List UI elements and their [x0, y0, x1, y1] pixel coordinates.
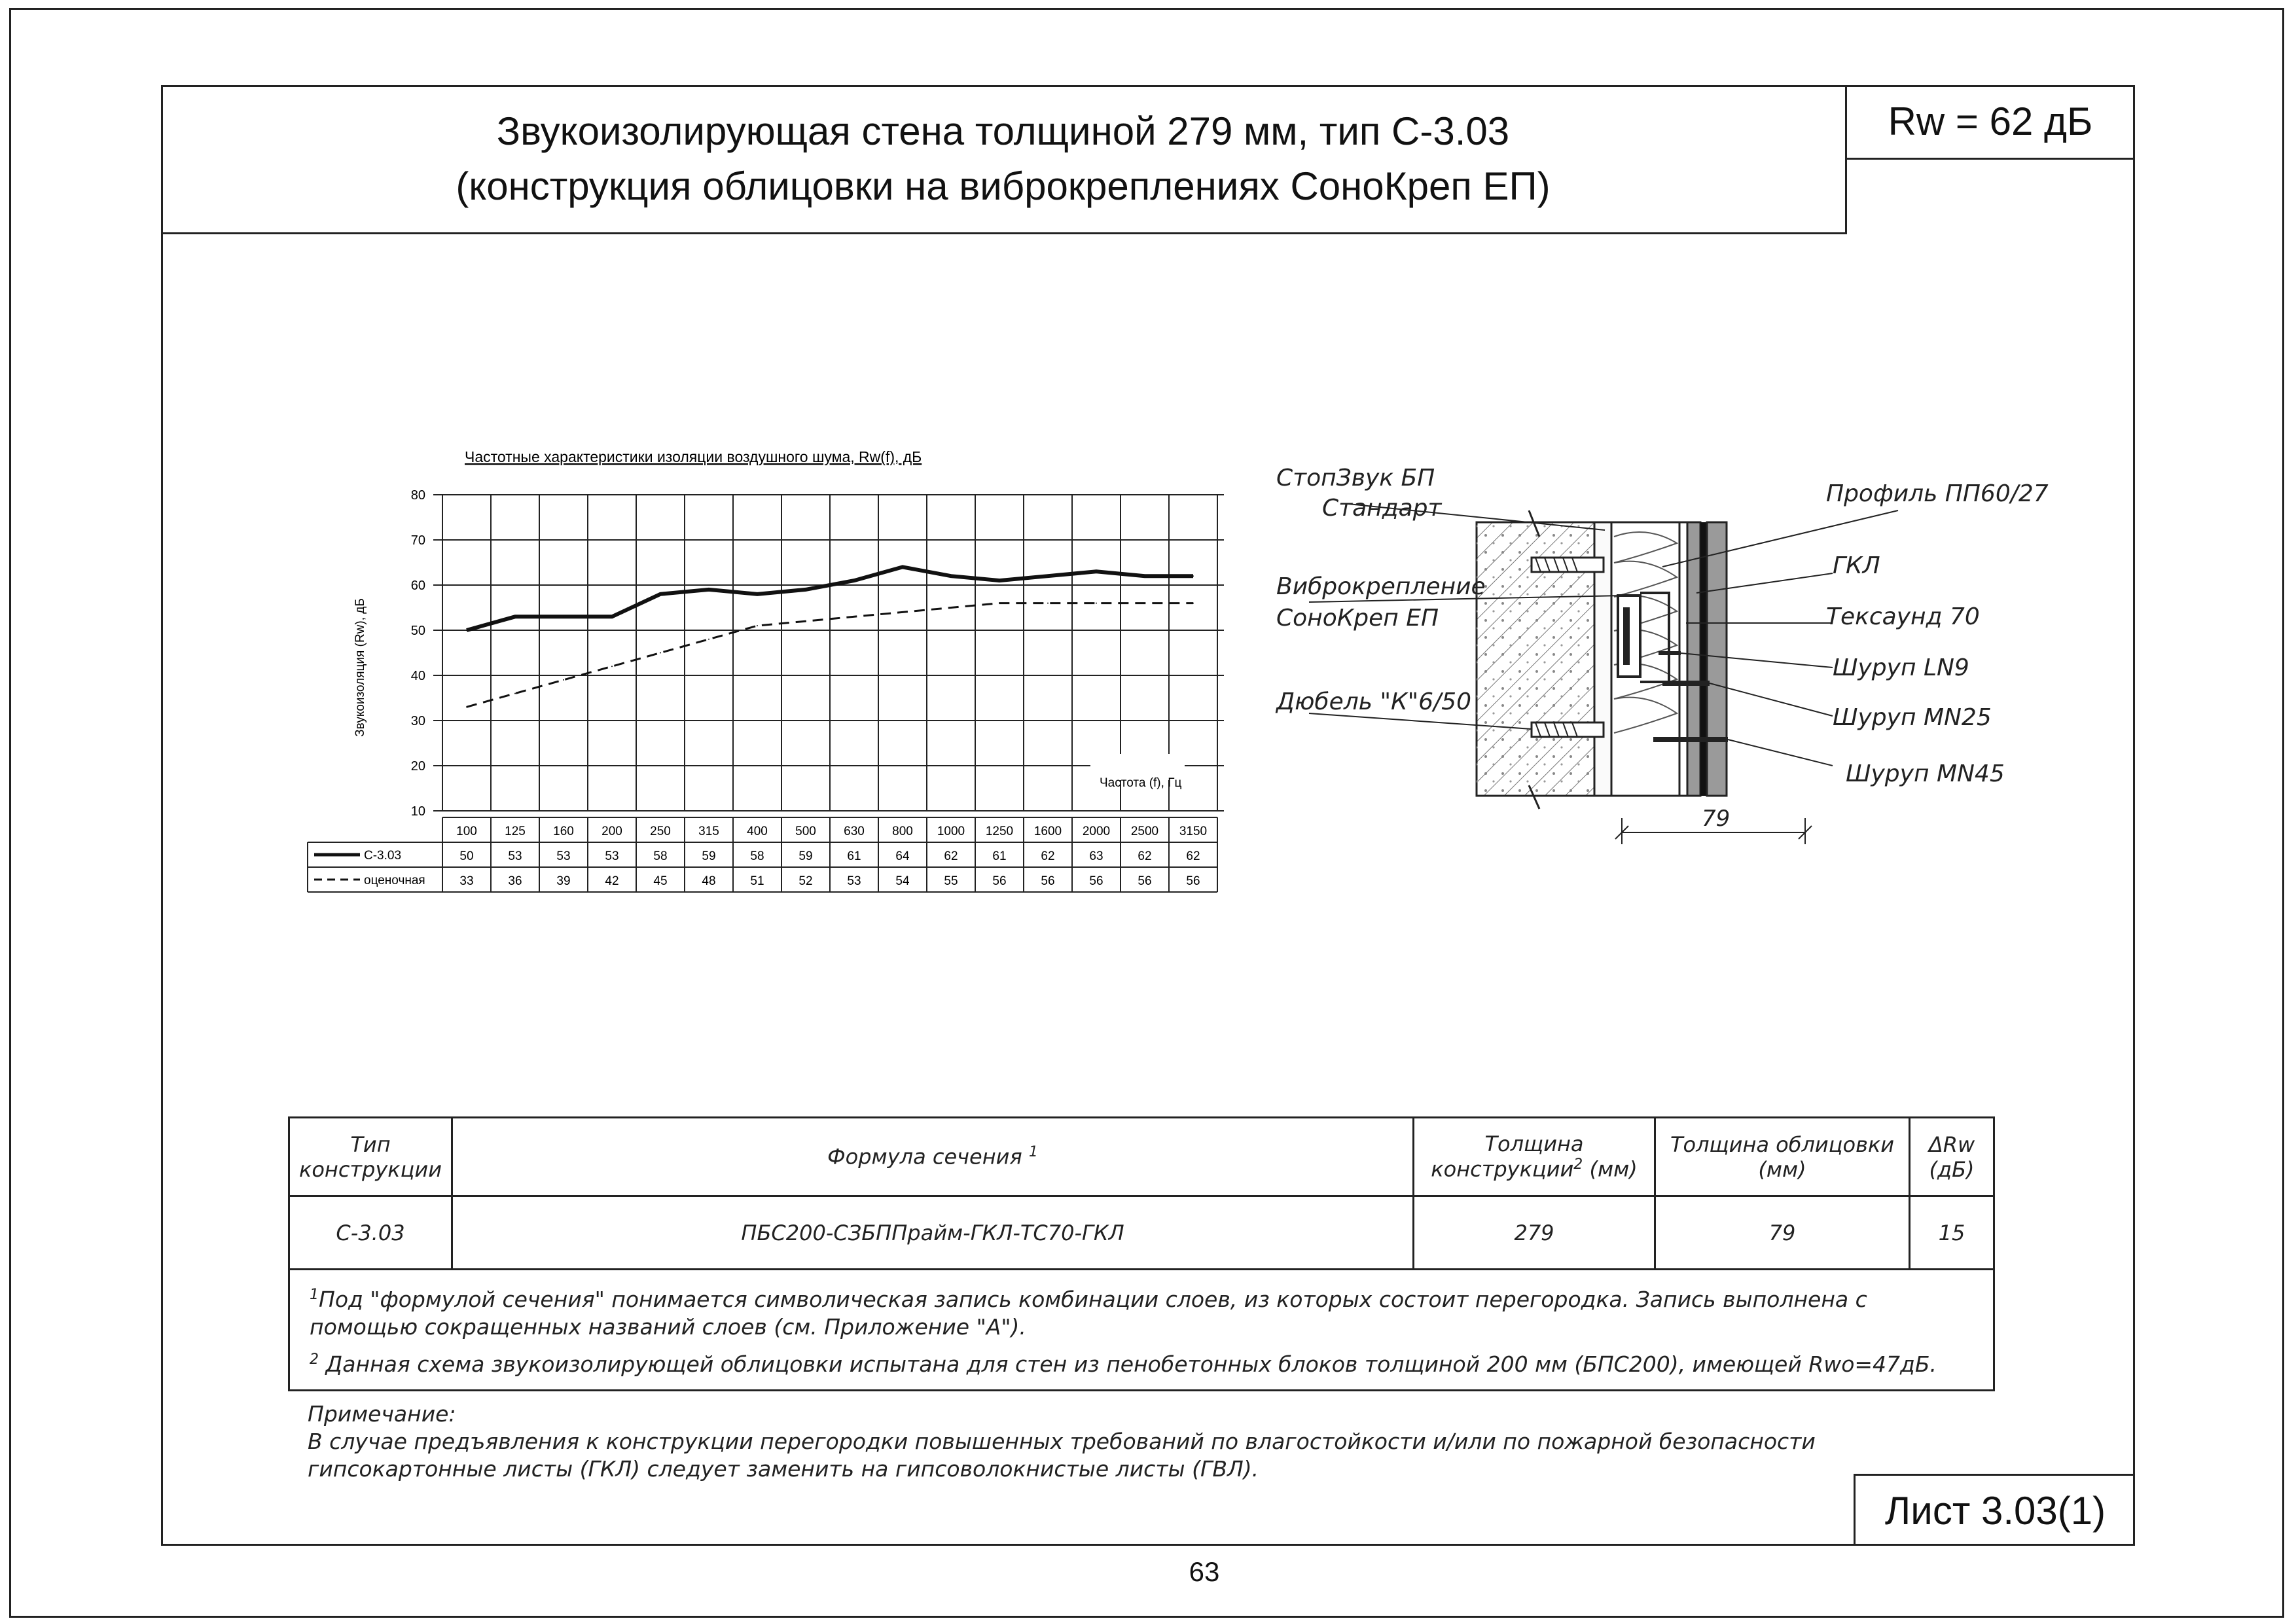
label-screw-mn25: Шуруп MN25: [1833, 704, 1992, 731]
dimension-value: 79: [1702, 806, 1731, 832]
data-label: 61: [847, 849, 861, 863]
data-label: 51: [750, 874, 764, 888]
x-tick-label: 1600: [1033, 825, 1062, 838]
data-point: [514, 616, 516, 617]
data-label: 53: [847, 874, 861, 888]
data-point: [1047, 575, 1049, 577]
frequency-chart: [288, 438, 1244, 897]
label-profile: Профиль ПП60/27: [1826, 480, 2049, 507]
y-tick-label: 40: [410, 669, 425, 683]
data-label: 48: [702, 874, 716, 888]
footnote-1: $^1$Под "формулой сечения" понимается символическая запись комбинации слоев, из которых состоит перегородка. Запись выполнена с помощью сокращенных названий слоев (см. Приложение "А").: [310, 1287, 1867, 1340]
data-label: 64: [895, 849, 910, 863]
x-tick-label: 630: [844, 825, 865, 838]
gkl-board-2: [1707, 522, 1727, 796]
data-label: 58: [750, 849, 764, 863]
data-label: 39: [556, 874, 571, 888]
data-label: 53: [556, 849, 571, 863]
data-label: 62: [1186, 849, 1200, 863]
x-tick-label: 2500: [1130, 825, 1159, 838]
header-type: Тип конструкции: [289, 1118, 452, 1196]
data-label: 53: [605, 849, 619, 863]
data-label: 53: [508, 849, 522, 863]
data-point: [805, 589, 806, 590]
spec-table: [288, 1116, 1995, 1270]
data-point: [1193, 575, 1194, 577]
chart-data-table: [308, 817, 1217, 892]
data-point: [708, 589, 709, 590]
data-point: [853, 616, 855, 617]
dowel-top: [1532, 558, 1604, 572]
label-vibro-2: СоноКреп ЕП: [1276, 605, 1439, 632]
data-point: [757, 625, 758, 626]
data-label: 52: [798, 874, 813, 888]
label-gkl: ГКЛ: [1833, 552, 1880, 579]
x-tick-label: 2000: [1082, 825, 1111, 838]
chart-title: Частотные характеристики изоляции воздушного шума, Rw(f), дБ: [465, 448, 922, 465]
cell-formula: ПБС200-СЗБППрайм-ГКЛ-ТС70-ГКЛ: [452, 1196, 1414, 1270]
data-point: [853, 580, 855, 581]
data-point: [999, 580, 1000, 581]
y-tick-label: 70: [410, 533, 425, 548]
page-number: 63: [1189, 1556, 1220, 1587]
data-point: [611, 616, 613, 617]
dowel-bottom: [1532, 722, 1604, 737]
x-tick-label: 315: [698, 825, 719, 838]
cell-thickness-cladding: 79: [1655, 1196, 1910, 1270]
data-label: 56: [1089, 874, 1103, 888]
data-point: [514, 693, 516, 694]
cell-thickness-construction: 279: [1414, 1196, 1655, 1270]
data-point: [1144, 603, 1145, 604]
x-tick-label: 3150: [1179, 825, 1208, 838]
x-tick-label: 125: [505, 825, 526, 838]
data-point: [1096, 571, 1097, 572]
x-tick-label: 100: [456, 825, 477, 838]
data-label: 56: [1186, 874, 1200, 888]
remark: [308, 1400, 1990, 1483]
y-tick-label: 60: [410, 579, 425, 593]
data-label: 56: [1041, 874, 1055, 888]
data-point: [466, 706, 467, 707]
title-line-1: Звукоизолирующая стена толщиной 279 мм, тип С-3.03: [496, 109, 1510, 153]
data-point: [805, 620, 806, 622]
data-label: 61: [992, 849, 1007, 863]
x-tick-label: 1000: [937, 825, 965, 838]
data-label: 55: [944, 874, 958, 888]
label-screw-mn45: Шуруп MN45: [1846, 760, 2005, 787]
x-tick-label: 400: [747, 825, 768, 838]
data-label: 50: [459, 849, 474, 863]
data-point: [1096, 603, 1097, 604]
label-vibro-1: Виброкрепление: [1276, 573, 1486, 600]
data-point: [950, 575, 952, 577]
legend-label: С-3.03: [364, 849, 402, 863]
data-label: 56: [1138, 874, 1152, 888]
data-label: 45: [653, 874, 668, 888]
label-screw-ln9: Шуруп LN9: [1833, 654, 1969, 681]
table-row: [289, 1196, 1994, 1270]
data-label: 33: [459, 874, 474, 888]
label-stopzvuk-1: СтопЗвук БП: [1276, 465, 1435, 491]
header-thickness-construction: Толщина конструкции$^2$ (мм): [1414, 1118, 1655, 1196]
legend-label: оценочная: [364, 874, 425, 887]
data-label: 56: [992, 874, 1007, 888]
data-point: [660, 652, 661, 654]
footnote-2: $^2$ Данная схема звукоизолирующей облицовки испытана для стен из пенобетонных блоков толщиной 200 мм (БПС200), имеющей Rwo=47дБ.: [310, 1351, 1937, 1377]
data-label: 63: [1089, 849, 1103, 863]
data-point: [563, 616, 564, 617]
label-dowel: Дюбель "К"6/50: [1276, 688, 1471, 715]
data-point: [950, 607, 952, 609]
data-point: [466, 630, 467, 631]
title-block: [161, 85, 1847, 234]
x-tick-label: 200: [601, 825, 622, 838]
data-label: 59: [798, 849, 813, 863]
x-tick-label: 800: [892, 825, 913, 838]
chart-xlabel: Частота (f), Гц: [1100, 776, 1182, 790]
texound-layer: [1679, 522, 1687, 796]
gkl-board-1: [1687, 522, 1700, 796]
data-label: 58: [653, 849, 668, 863]
data-point: [1144, 575, 1145, 577]
chart-y-ticks: [411, 488, 425, 819]
data-label: 36: [508, 874, 522, 888]
vibro-mount-core: [1623, 607, 1630, 665]
data-label: 54: [895, 874, 910, 888]
footnotes: [288, 1270, 1995, 1391]
remark-heading: Примечание:: [308, 1401, 456, 1427]
y-tick-label: 80: [410, 488, 425, 503]
y-tick-label: 20: [410, 759, 425, 774]
cell-delta-rw: 15: [1910, 1196, 1994, 1270]
data-label: 62: [1041, 849, 1055, 863]
data-point: [660, 594, 661, 595]
data-point: [563, 679, 564, 681]
data-point: [611, 666, 613, 667]
x-tick-label: 500: [795, 825, 816, 838]
chart-ylabel: Звукоизоляция (Rw), дБ: [353, 598, 367, 737]
header-formula: Формула сечения $^1$: [452, 1118, 1414, 1196]
data-label: 59: [702, 849, 716, 863]
data-point: [757, 594, 758, 595]
data-point: [902, 611, 903, 613]
sheet-number: Лист 3.03(1): [1854, 1474, 2135, 1546]
title-line-2: (конструкция облицовки на виброкреплениях СоноКреп ЕП): [456, 164, 1551, 208]
spec-table-header: [289, 1118, 1994, 1196]
header-delta-rw: ΔRw (дБ): [1910, 1118, 1994, 1196]
data-point: [999, 603, 1000, 604]
x-tick-label: 1250: [985, 825, 1014, 838]
data-label: 42: [605, 874, 619, 888]
x-tick-label: 160: [553, 825, 574, 838]
label-texound: Тексаунд 70: [1826, 603, 1980, 630]
remark-text: В случае предъявления к конструкции перегородки повышенных требований по влагостойкости и/или по пожарной безопасности гипсокартонные листы (ГКЛ) следует заменить на гипсоволокнистые листы (ГВЛ).: [308, 1429, 1816, 1482]
data-point: [708, 639, 709, 640]
data-point: [1193, 603, 1194, 604]
rating-box: Rw = 62 дБ: [1846, 85, 2135, 160]
data-point: [902, 566, 903, 567]
y-tick-label: 50: [410, 624, 425, 638]
data-point: [1047, 603, 1049, 604]
cell-type: С-3.03: [289, 1196, 452, 1270]
label-stopzvuk-2: Стандарт: [1322, 495, 1442, 522]
data-label: 62: [1138, 849, 1152, 863]
data-label: 62: [944, 849, 958, 863]
y-tick-label: 10: [410, 804, 425, 819]
y-tick-label: 30: [410, 714, 425, 728]
header-thickness-cladding: Толщина облицовки (мм): [1655, 1118, 1910, 1196]
x-tick-label: 250: [650, 825, 671, 838]
